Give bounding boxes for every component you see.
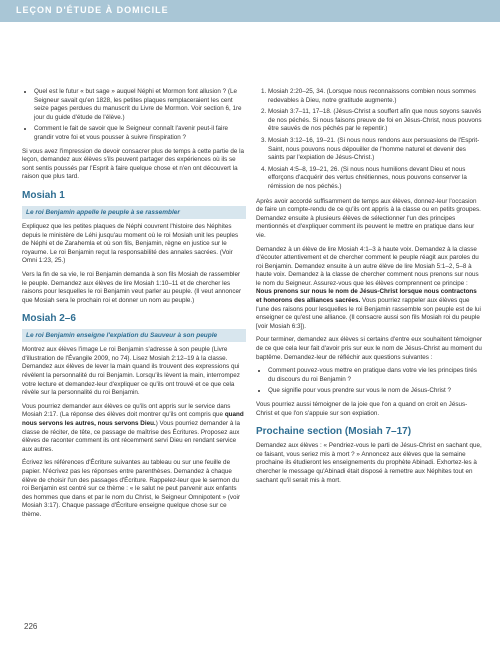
right-column	[256, 88, 482, 490]
list-item: 1. Mosiah 2:20–25, 34. (Lorsque nous reconnaissons combien nous sommes redevables à Dieu, notre gratitude augmente.)	[268, 88, 482, 105]
paragraph-covenant	[256, 246, 482, 332]
paragraph: Vous pourriez aussi témoigner de la joie que l'on a quand on croit en Jésus-Christ et que l'on s'appuie sur son expiation.	[256, 401, 468, 417]
text-run: ) Vous pourriez demander à la classe de réciter, de tête, ce passage de maîtrise des Écritures. Proposez aux élèves de raconter comment ils ont récemment servi Dieu en rendant service aux autres.	[22, 420, 241, 453]
question-list	[256, 367, 482, 396]
header-bar	[0, 0, 500, 22]
header-title: LEÇON D'ÉTUDE À DOMICILE	[16, 5, 169, 15]
list-item: 4. Mosiah 4:5–8, 19–21, 26. (Si nous nous humilions devant Dieu et nous efforçons d'acquérir des vertus chrétiennes, nous pouvons conserver la rémission de nos péchés.)	[268, 166, 482, 192]
text-run: Demandez à un élève de lire Mosiah 4:1–3 à haute voix. Demandez à la classe d'écouter attentivement et de chercher comment le peuple réagit aux paroles du roi Benjamin. Demandez ensuite à un autre élève de lire Mosiah 5:1–2, 5–8 à haute voix. Demandez à la classe de chercher comment nous prenons sur nous le nom du Seigneur. Assurez-vous que les élèves comprennent ce principe :	[256, 245, 479, 287]
section-subtitle: Le roi Benjamin appelle le peuple à se rassembler	[22, 206, 246, 219]
text-run: Vous pourriez demander aux élèves ce qu'ils ont appris sur le service dans Mosiah 2:17. (La réponse des élèves doit montrer qu'ils ont compris que	[22, 402, 231, 419]
list-item: 2. Mosiah 3:7–11, 17–18. (Jésus-Christ a souffert afin que nous soyons sauvés de nos péchés. Si nous faisons preuve de foi en Jésus-Christ, nous pouvons être sauvés de nos péchés par le repentir.)	[268, 108, 482, 134]
paragraph: Écrivez les références d'Écriture suivantes au tableau ou sur une feuille de papier. N'écrivez pas les réponses entre parenthèses. Demandez à chaque élève de choisir l'un des passages d'Écriture. Rappelez-leur que le sermon du roi Benjamin est centré sur ce thème : « le salut ne peut parvenir aux enfants des hommes que dans et par le nom du Christ, le Seigneur Omnipotent » (voir Mosiah 3:17). Chaque passage d'Écriture enseigne quelque chose sur ce thème.	[22, 459, 241, 518]
section-title-mosiah-2-6: Mosiah 2–6	[22, 313, 76, 325]
list-item: • Quel est le futur « but sage » auquel Néphi et Mormon font allusion ? (Le Seigneur savait qu'en 1828, les petites plaques remplaceraient les cent seize pages perdues du manuscrit du Livre de Mormon. Voir section 6, 1re jour du guide d'étude de l'élève.)	[34, 88, 246, 122]
paragraph-service	[22, 403, 246, 455]
intro-paragraph: Si vous avez l'impression de devoir consacrer plus de temps à cette partie de la leçon, demandez aux élèves s'ils peuvent partager des expériences où ils se sont sentis poussés par l'Esprit à faire quelque chose et n'en ont découvert la raison que plus tard.	[22, 147, 245, 181]
paragraph: Demandez aux élèves : « Pendriez-vous le parti de Jésus-Christ en sachant que, ce faisant, vous seriez mis à mort ? » Annoncez aux élèves que la semaine prochaine ils étudieront les enseignements du prophète Abinadi. Exhortez-les à chercher le message qu'Abinadi était disposé à remettre aux Néphites tout en sachant qu'il serait mis à mort.	[256, 442, 482, 484]
doctrine-bold: Nous prenons sur nous le nom de Jésus-Christ lorsque nous contractons et honorons des alliances sacrées.	[256, 288, 477, 305]
list-item: 3. Mosiah 3:12–16, 19–21. (Si nous nous rendons aux persuasions de l'Esprit-Saint, nous pouvons nous dépouiller de l'homme naturel et devenir des saints par l'expiation de Jésus-Christ.)	[268, 137, 482, 163]
list-item: • Comment le fait de savoir que le Seigneur connaît l'avenir peut-il faire grandir votre foi et vous pousser à suivre l'inspiration ?	[34, 125, 246, 142]
section-title-mosiah-1: Mosiah 1	[22, 189, 65, 201]
paragraph: Pour terminer, demandez aux élèves si certains d'entre eux souhaitent témoigner de ce que cela leur fait d'avoir pris sur eux le nom de Jésus-Christ au moment du baptême. Demandez-leur de réfléchir aux questions suivantes :	[256, 336, 482, 361]
section-subtitle: Le roi Benjamin enseigne l'expiation du Sauveur à son peuple	[22, 329, 246, 342]
paragraph: Expliquez que les petites plaques de Néphi couvrent l'histoire des Néphites depuis le ministère de Léhi jusqu'au moment où le roi Mosiah unit les peuples de Néphi et de Zarahemla et où son fils, Benjamin, règne en justice sur le royaume. Le roi Benjamin reçut la responsabilité des annales sacrées. (Voir Omni 1:23, 25.)	[22, 222, 239, 265]
left-column	[22, 88, 246, 525]
list-item: • Comment pouvez-vous mettre en pratique dans votre vie les principes tirés du discours du roi Benjamin ?	[268, 367, 482, 384]
paragraph: Montrez aux élèves l'image Le roi Benjamin s'adresse à son peuple (Livre d'illustration de l'Évangile 2009, no 74). Lisez Mosiah 2:12–19 à la classe. Demandez aux élèves de lever la main quand ils trouvent des expressions qui révèlent la personnalité du roi Benjamin. Lorsqu'ils lèvent la main, interrompez votre lecture et demandez-leur d'expliquer ce qu'ils ont trouvé et ce que cela révèle sur la personnalité du roi Benjamin.	[22, 346, 240, 397]
paragraph: Après avoir accordé suffisamment de temps aux élèves, donnez-leur l'occasion de faire un compte-rendu de ce qu'ils ont appris à la classe ou en petits groupes. Demandez ensuite à plusieurs élèves de sélectionner l'un des principes mentionnés et d'expliquer comment ils peuvent le mettre en pratique dans leur vie.	[256, 197, 481, 239]
scripture-list	[256, 88, 482, 192]
section-title-next: Prochaine section (Mosiah 7–17)	[256, 426, 412, 438]
list-item: • Que signifie pour vous prendre sur vous le nom de Jésus-Christ ?	[268, 387, 482, 396]
page-number: 226	[24, 622, 38, 631]
paragraph: Vers la fin de sa vie, le roi Benjamin demanda à son fils Mosiah de rassembler le peuple. Demandez aux élèves de lire Mosiah 1:10–11 et de chercher les raisons pour lesquelles le roi Benjamin veut parler au peuple. (Il veut annoncer que Mosiah sera le prochain roi et donner un nom au peuple.)	[22, 270, 242, 304]
doctrine-bold: quand nous servons les autres, nous servons Dieu.	[22, 411, 244, 428]
top-bullet-list	[22, 88, 246, 143]
text-run: Vous pourriez rappeler aux élèves que l'une des raisons pour lesquelles le roi Benjamin rassemble son peuple est de lui enseigner ce qu'est une alliance. (Il consacre aussi son fils Mosiah roi du peuple [voir Mosiah 6:3]).	[256, 297, 481, 330]
